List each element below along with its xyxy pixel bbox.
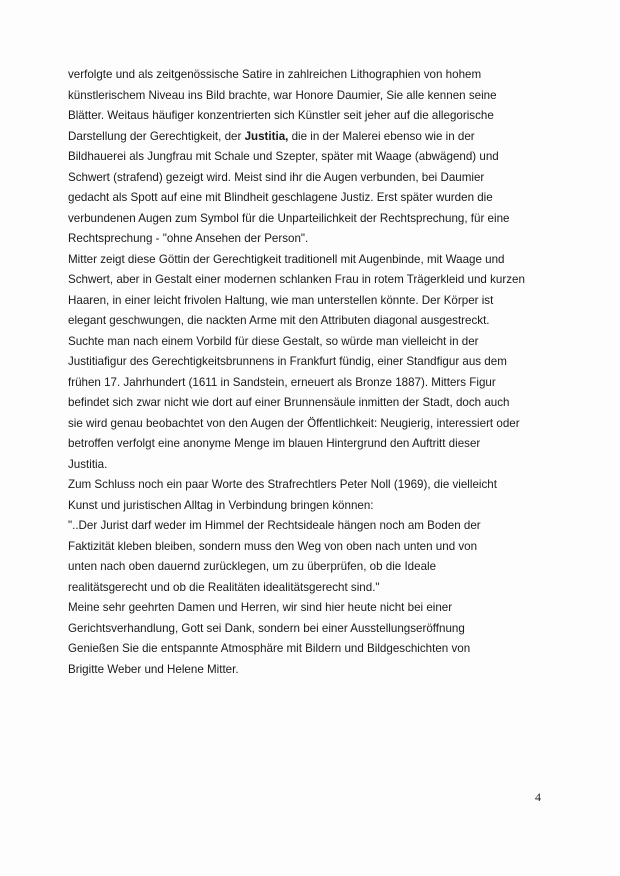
text-line: Suchte man nach einem Vorbild für diese Gestalt, so würde man vielleicht in der bbox=[68, 334, 479, 348]
text-line: Mitter zeigt diese Göttin der Gerechtigkeit traditionell mit Augenbinde, mit Waage und bbox=[68, 252, 505, 266]
text-line: Meine sehr geehrten Damen und Herren, wir sind hier heute nicht bei einer bbox=[68, 601, 453, 614]
text-line: Rechtsprechung - "ohne Ansehen der Person". bbox=[68, 232, 309, 245]
quote-line: realitätsgerecht und ob die Realitäten idealitätsgerecht sind." bbox=[68, 580, 380, 594]
text-line: verbundenen Augen zum Symbol für die Unparteilichkeit der Rechtsprechung, für eine bbox=[68, 211, 510, 225]
body-text bbox=[68, 65, 558, 680]
text-line: befindet sich zwar nicht wie dort auf einer Brunnensäule inmitten der Stadt, doch auch bbox=[68, 396, 510, 409]
text-line: gedacht als Spott auf eine mit Blindheit geschlagene Justiz. Erst später wurden die bbox=[68, 191, 493, 204]
quote-line: "..Der Jurist darf weder im Himmel der Rechtsideale hängen noch am Boden der bbox=[68, 519, 481, 532]
text-line: Gerichtsverhandlung, Gott sei Dank, sondern bei einer Ausstellungseröffnung bbox=[68, 621, 465, 635]
text-line: Genießen Sie die entspannte Atmosphäre mit Bildern und Bildgeschichten von bbox=[68, 642, 471, 655]
text-line: Justitia. bbox=[68, 457, 108, 471]
quote-line: unten nach oben dauernd zurücklegen, um zu überprüfen, ob die Ideale bbox=[68, 560, 437, 573]
text-line: Schwert, aber in Gestalt einer modernen schlanken Frau in rotem Trägerkleid und kurzen bbox=[68, 273, 525, 286]
text-line: Brigitte Weber und Helene Mitter. bbox=[68, 662, 239, 676]
text-segment: die in der Malerei ebenso wie in der bbox=[288, 129, 475, 143]
text-line: elegant geschwungen, die nackten Arme mit den Attributen diagonal ausgestreckt. bbox=[68, 314, 490, 327]
text-line: künstlerischem Niveau ins Bild brachte, war Honore Daumier, Sie alle kennen seine bbox=[68, 88, 497, 102]
text-line: Bildhauerei als Jungfrau mit Schale und Szepter, später mit Waage (abwägend) und bbox=[68, 150, 499, 163]
text-line: Schwert (strafend) gezeigt wird. Meist sind ihr die Augen verbunden, bei Daumier bbox=[68, 170, 485, 184]
text-line: frühen 17. Jahrhundert (1611 in Sandstein, erneuert als Bronze 1887). Mitters Figur bbox=[68, 375, 496, 389]
text-line: verfolgte und als zeitgenössische Satire in zahlreichen Lithographien von hohem bbox=[68, 68, 482, 81]
text-line: betroffen verfolgt eine anonyme Menge im blauen Hintergrund den Auftritt dieser bbox=[68, 437, 481, 450]
text-line: Zum Schluss noch ein paar Worte des Strafrechtlers Peter Noll (1969), die vielleicht bbox=[68, 478, 497, 491]
text-line: Haaren, in einer leicht frivolen Haltung, wie man unterstellen könnte. Der Körper ist bbox=[68, 293, 494, 307]
justitia-emphasis: Justitia, bbox=[244, 129, 289, 143]
text-line: Blätter. Weitaus häufiger konzentrierten sich Künstler seit jeher auf die allegorische bbox=[68, 109, 494, 122]
page-number: 4 bbox=[535, 790, 541, 804]
text-line: sie wird genau beobachtet von den Augen der Öffentlichkeit: Neugierig, interessiert oder bbox=[68, 416, 520, 430]
text-line: Justitiafigur des Gerechtigkeitsbrunnens in Frankfurt fündig, einer Standfigur aus dem bbox=[68, 355, 507, 368]
quote-line: Faktizität kleben bleiben, sondern muss den Weg von oben nach unten und von bbox=[68, 539, 478, 553]
text-segment: Darstellung der Gerechtigkeit, der bbox=[68, 129, 245, 143]
text-line bbox=[68, 127, 558, 148]
text-line: Kunst und juristischen Alltag in Verbindung bringen können: bbox=[68, 498, 374, 512]
